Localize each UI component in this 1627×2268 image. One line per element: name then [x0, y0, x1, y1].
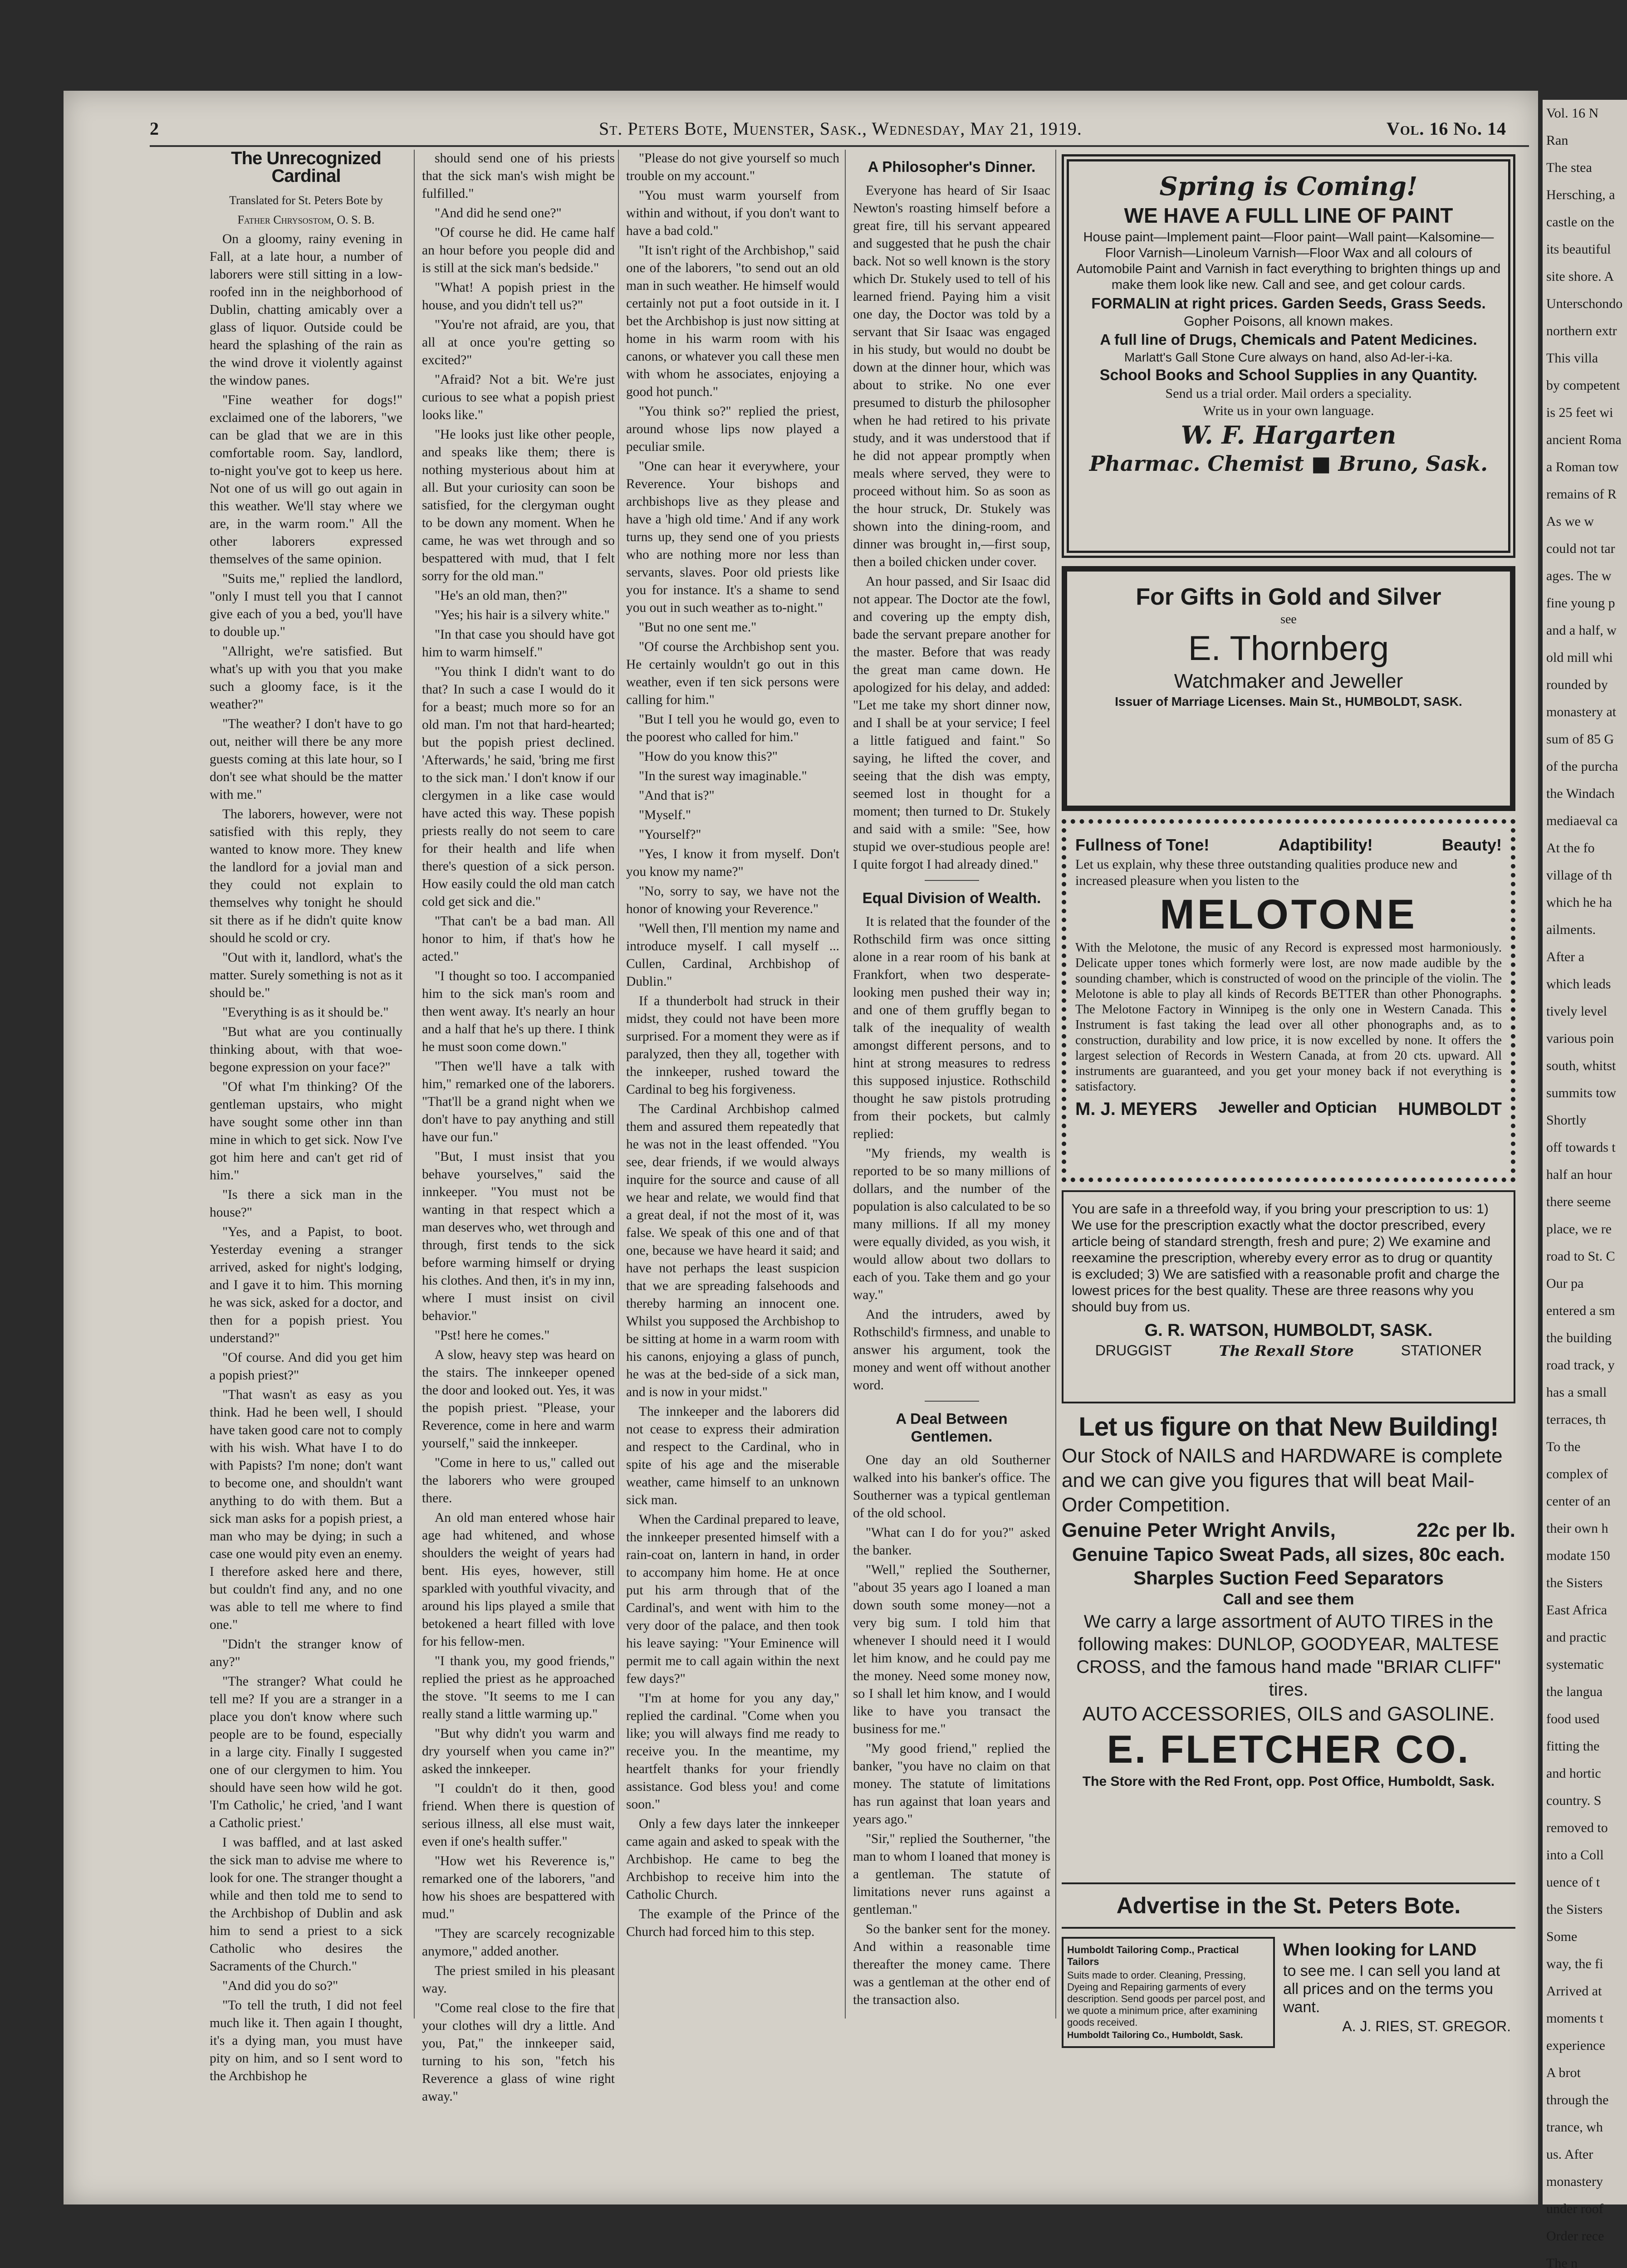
paragraph: should send one of his priests that the sick man's wish might be fulfilled." [422, 151, 615, 201]
edge-text-line: ancient Roma [1546, 432, 1622, 447]
article-body [210, 230, 402, 2085]
paragraph: "My good friend," replied the banker, "you have no claim on that money. The statute of limitations has run against that loan years and years ago." [853, 1741, 1050, 1827]
edge-text-line: off towards t [1546, 1140, 1616, 1155]
paragraph: The priest smiled in his pleasant way. [422, 1964, 615, 1996]
paragraph: "Sir," replied the Southerner, "the man to whom I loaned that money is a gentleman. The statute of limitations never runs against a gentleman." [853, 1832, 1050, 1917]
edge-text-line: As we w [1546, 514, 1594, 529]
edge-text-line: Arrived at [1546, 1984, 1602, 1999]
edge-text-line: food used [1546, 1711, 1600, 1726]
edge-text-line: summits tow [1546, 1085, 1617, 1100]
paragraph: "How wet his Reverence is," remarked one of the laborers, "and how his shoes are bespattered with mud." [422, 1854, 615, 1921]
ad-line: AUTO ACCESSORIES, OILS and GASOLINE. [1082, 1703, 1495, 1725]
paragraph: "Come in here to us," called out the laborers who were grouped there. [422, 1456, 615, 1505]
edge-text-line: Order rece [1546, 2229, 1604, 2244]
ad-line: to see me. I can sell you land at all prices and on the terms you want. [1283, 1962, 1500, 2016]
paragraph: "I couldn't do it then, good friend. When there is question of serious illness, all else must wait, even if one's health suffer." [422, 1781, 615, 1849]
edge-text-line: into a Coll [1546, 1848, 1604, 1862]
paragraph: The laborers, however, were not satisfied with this reply, they wanted to know more. They knew the landlord for a jovial man and they could not explain to themselves why tonight he should sit there as if he didn't quite know should he scold or cry. [210, 807, 402, 945]
paragraph: "But what are you continually thinking about, with that woe-begone expression on your face?" [210, 1025, 402, 1075]
ad-bottom-row [1062, 1937, 1515, 2056]
ad-headline: For Gifts in Gold and Silver [1136, 584, 1441, 610]
paragraph: "You think so?" replied the priest, around whose lips now played a peculiar smile. [626, 404, 839, 454]
paragraph: "In the surest way imaginable." [639, 769, 807, 783]
byline-author: Father Chrysostom, O. S. B. [237, 213, 375, 226]
ad-line: Gopher Poisons, all known makes. [1184, 314, 1393, 329]
ad-merchant-name: E. Thornberg [1188, 629, 1389, 668]
edge-text-line: terraces, th [1546, 1412, 1606, 1427]
paragraph: "Myself." [639, 808, 691, 822]
paragraph: "I thought so too. I accompanied him to the sick man's room and then went away. It's nearly an hour and a half that he's up there. I think he must soon come down." [422, 969, 615, 1054]
edge-text-line: and a half, w [1546, 623, 1617, 638]
edge-text-line: Our pa [1546, 1276, 1584, 1291]
edge-text-line: fine young p [1546, 596, 1615, 611]
paragraph: "It isn't right of the Archbishop," said one of the laborers, "to send out an old man in such weather. He himself would certainly not put a foot outside in it. I bet the Archbishop is just now sitting at home in his warm room with his canons, or whatever you call these men with whom he associates, enjoying a good hot punch." [626, 243, 839, 399]
edge-text-line: Ran [1546, 133, 1568, 148]
ad-thornberg [1062, 566, 1515, 811]
paragraph: "Yes, and a Papist, to boot. Yesterday evening a stranger arrived, asked for night's lodging, and I gave it to him. This morning he was sick, asked for a doctor, and then for a popish priest. You understand?" [210, 1225, 402, 1345]
edge-text-line: Some [1546, 1929, 1578, 1944]
paragraph: "And that is?" [639, 788, 715, 803]
article-body [853, 182, 1050, 874]
edge-text-line: moments t [1546, 2011, 1603, 2026]
paragraph: When the Cardinal prepared to leave, the innkeeper presented himself with a rain-coat on, lantern in hand, in order to accompany him home. He at once put his arm through that of the Cardinal's, and went with him to the very door of the palace, and then took his leave saying: "Your Eminence will permit me to call again within the next few days?" [626, 1512, 839, 1686]
paragraph: "But I tell you he would go, even to the poorest who called for him." [626, 712, 839, 744]
column-rule [1055, 150, 1056, 2019]
edge-text-line: which he ha [1546, 895, 1612, 910]
ad-line: Suits made to order. Cleaning, Pressing, Dyeing and Repairing garments of every description. Send goods per parcel post, and we quote a minimum price, after examining goods received. [1067, 1970, 1265, 2028]
paragraph: I was baffled, and at last asked the sick man to advise me where to look for one. The stranger thought a while and then told me to send to the Archbishop of Dublin and ask him to send a priest to a sick Catholic who desires the Sacraments of the Church." [210, 1835, 402, 1974]
ad-line: HUMBOLDT [1398, 1099, 1502, 1119]
paragraph: The example of the Prince of the Church had forced him to this step. [626, 1907, 839, 1939]
edge-text-line: the building [1546, 1330, 1612, 1345]
advertisements-column [1062, 154, 1515, 2056]
ad-line: Send us a trial order. Mail orders a speciality. [1165, 386, 1412, 401]
ad-line: 22c per lb. [1416, 1519, 1515, 1541]
article-body [853, 1452, 1050, 2009]
edge-text-line: road to St. C [1546, 1249, 1615, 1264]
column-2 [422, 150, 615, 2104]
paragraph: "What can I do for you?" asked the banker. [853, 1525, 1050, 1558]
edge-text-line: A brot [1546, 2065, 1581, 2080]
edge-text-line: At the fo [1546, 841, 1595, 855]
paragraph: On a gloomy, rainy evening in Fall, at a late hour, a number of laborers were still sitting in a low-roofed inn in the neighborhood of Dublin, chatting amicably over a glass of liquor. Outside could be heard the splashing of the rain as the wind drove it violently against the window panes. [210, 232, 402, 388]
ad-line: Issuer of Marriage Licenses. Main St., HUMBOLDT, SASK. [1115, 694, 1462, 709]
edge-text-line: village of th [1546, 868, 1612, 883]
article-title-cardinal: The Unrecognized Cardinal [231, 148, 381, 186]
edge-text-line: of the purcha [1546, 759, 1618, 774]
paragraph: A slow, heavy step was heard on the stairs. The innkeeper opened the door and looked out. Yes, it was the popish priest. "Please, your Reverence, come in here and warm yourself," said the innkeeper. [422, 1348, 615, 1451]
adjacent-page-edge [1543, 100, 1627, 2268]
edge-text-line: rounded by [1546, 677, 1608, 692]
article-title-wealth: Equal Division of Wealth. [862, 890, 1041, 906]
ad-line: see [1280, 612, 1297, 626]
edge-text-line: center of an [1546, 1494, 1611, 1509]
ad-headline: When looking for LAND [1283, 1941, 1477, 1960]
byline: Translated for St. Peters Bote by [229, 194, 383, 207]
paragraph: "Well then, I'll mention my name and introduce myself. I call myself ... Cullen, Cardinal, Archbishop of Dublin." [626, 921, 839, 989]
ad-headline: Spring is Coming! [1159, 171, 1418, 201]
paragraph: "Then we'll have a talk with him," remarked one of the laborers. "That'll be a grand night when we don't have to pay anything and still have our fun." [422, 1059, 615, 1144]
paragraph: "Fine weather for dogs!" exclaimed one of the laborers, "we can be glad that we are in this comfortable room. Say, landlord, to-night you've got to keep us here. Not one of us will go out again in this weather. We'll stay where we are, in the warm room." All the other laborers expressed themselves of the same opinion. [210, 393, 402, 567]
paragraph: "Of what I'm thinking? Of the gentleman upstairs, who might have sought some other inn than mine in which to get sick. Now I've got him here and can't get rid of him." [210, 1080, 402, 1183]
paragraph: "The stranger? What could he tell me? If you are a stranger in a place you don't know where such people are to be found, especially in a large city. Finally I suggested one of our clergymen to him. You should have seen how wild he got. 'I'm Catholic,' he cried, 'and I want a Catholic priest.' [210, 1674, 402, 1830]
ad-line: STATIONER [1401, 1342, 1482, 1359]
ad-line: A full line of Drugs, Chemicals and Patent Medicines. [1100, 331, 1477, 348]
edge-text-line: mediaeval ca [1546, 813, 1618, 828]
edge-text-line: modate 150 [1546, 1548, 1610, 1563]
ad-line: Fullness of Tone! [1075, 836, 1210, 854]
paragraph: "That can't be a bad man. All honor to him, if that's how he acted." [422, 914, 615, 964]
article-title-gentlemen: A Deal Between Gentlemen. [896, 1410, 1008, 1445]
paper-dateline: St. Peters Bote, Muenster, Sask., Wednesday, May 21, 1919. [599, 118, 1082, 139]
edge-text-line: East Africa [1546, 1603, 1607, 1618]
ad-tagline: Pharmac. Chemist ■ Bruno, Sask. [1089, 451, 1488, 476]
ad-line: Marlatt's Gall Stone Cure always on hand, also Ad-ler-i-ka. [1124, 350, 1453, 364]
edge-text-line: us. After [1546, 2147, 1593, 2162]
edge-text-line: the langua [1546, 1684, 1603, 1699]
ad-line: Humboldt Tailoring Comp., Practical Tailors [1067, 1944, 1239, 1967]
paragraph: "Didn't the stranger know of any?" [210, 1637, 402, 1669]
paragraph: "Of course. And did you get him a popish priest?" [210, 1350, 402, 1383]
column-4 [853, 150, 1050, 2009]
paragraph: "You must warm yourself from within and without, if you don't want to have a bad cold." [626, 188, 839, 238]
ad-line: School Books and School Supplies in any Quantity. [1099, 367, 1478, 384]
edge-text-line: which leads [1546, 977, 1611, 992]
paragraph: So the banker sent for the money. And within a reasonable time thereafter the money came. There was a gentleman at the other end of the transaction also. [853, 1922, 1050, 2007]
article-body [853, 913, 1050, 1394]
ad-line: Sharples Suction Feed Separators [1133, 1567, 1444, 1589]
edge-text-line: castle on the [1546, 215, 1614, 230]
ad-line: Beauty! [1441, 836, 1502, 854]
paragraph: "But no one sent me." [639, 620, 757, 635]
paragraph: "Is there a sick man in the house?" [210, 1188, 402, 1220]
edge-text-line: through the [1546, 2092, 1609, 2107]
paragraph: "The weather? I don't have to go out, neither will there be any more guests coming at this late hour, so I don't see what should be the matter with me." [210, 717, 402, 802]
ad-line: Jeweller and Optician [1218, 1099, 1377, 1116]
edge-text-line: sum of 85 G [1546, 732, 1614, 747]
paragraph: The innkeeper and the laborers did not cease to express their admiration and respect to the Cardinal, who in spite of his age and the miserable weather, came himself to an unknown sick man. [626, 1404, 839, 1507]
ad-merchant-name: W. F. Hargarten [1181, 420, 1397, 450]
paragraph: "You're not afraid, are you, that all at once you're getting so excited?" [422, 318, 615, 367]
edge-text-line: The n [1546, 2256, 1578, 2268]
article-body [626, 150, 839, 1941]
edge-text-line: south, whitst [1546, 1058, 1616, 1073]
edge-text-line: After a [1546, 949, 1585, 964]
ad-line: We carry a large assortment of AUTO TIRES in the following makes: DUNLOP, GOODYEAR, MALTESE CROSS, and the famous hand made "BRIAR CLIFF" tires. [1076, 1612, 1501, 1700]
edge-text-line: northern extr [1546, 323, 1617, 338]
edge-text-line: entered a sm [1546, 1303, 1615, 1318]
edge-text-line: place, we re [1546, 1222, 1612, 1237]
paragraph: Only a few days later the innkeeper came again and asked to speak with the Archbishop. He came to beg the Archbishop to receive him into the Catholic Church. [626, 1817, 839, 1902]
ad-line: Genuine Tapico Sweat Pads, all sizes, 80c each. [1072, 1544, 1505, 1565]
edge-text-line: To the [1546, 1439, 1581, 1454]
edge-text-line: old mill whi [1546, 650, 1613, 665]
edge-text-line: road track, y [1546, 1358, 1615, 1373]
edge-text-line: half an hour [1546, 1167, 1612, 1182]
ad-line: With the Melotone, the music of any Record is expressed most harmoniously. Delicate upper tones which formerly were lost, are now made audible by the sounding chamber, which is constructed of wood on the principle of the violin. The Melotone is able to play all kinds of Records BETTER than other Phonographs. The Melotone Factory in Winnipeg is the only one in Western Canada. This Instrument is fast taking the lead over all other phonographs and, as to construction, durability and low price, it is now excelled by none. It offers the largest selection of Records in Western Canada, at from 20 cts. upward. All instruments are guaranteed, and you get your money back if not everything is satisfactory. [1075, 941, 1502, 1094]
edge-text-line: uence of t [1546, 1875, 1600, 1890]
edge-text-line: the Sisters [1546, 1902, 1603, 1917]
column-3 [626, 150, 839, 2009]
ad-merchant-name: A. J. RIES, ST. GREGOR. [1342, 2018, 1511, 2034]
ad-line: Watchmaker and Jeweller [1174, 670, 1403, 692]
ad-advertise [1062, 1882, 1515, 1929]
paragraph: "Suits me," replied the landlord, "only I must tell you that I cannot give each of you a bed, you'll have to double up." [210, 572, 402, 639]
edge-text-line: has a small [1546, 1385, 1607, 1400]
paragraph: And the intruders, awed by Rothschild's firmness, and unable to answer his argument, took the money and went off without another word. [853, 1307, 1050, 1393]
ad-ries [1281, 1937, 1513, 2048]
paragraph: "What! A popish priest in the house, and you didn't tell us?" [422, 280, 615, 313]
edge-text-line: and practic [1546, 1630, 1607, 1645]
edge-text-line: fitting the [1546, 1739, 1600, 1754]
paragraph: "Of course he did. He came half an hour before you people did and is still at the sick man's bedside." [422, 225, 615, 275]
paragraph: "You think I didn't want to do that? In such a case I would do it for a beast; much more so for an old man. I'm not that hard-hearted; but the popish priest declined. 'Afterwards,' he said, 'bring me first to the sick man.' I don't know if our clergymen in a like case would have acted this way. These popish priests really do not seem to care for their health and life when there's question of a sick person. How easily could the old man catch cold get sick and die." [422, 665, 615, 909]
paragraph: "How do you know this?" [639, 749, 778, 764]
volume-number: Vol. 16 No. 14 [1386, 118, 1506, 139]
paragraph: "Everything is as it should be." [222, 1005, 389, 1020]
edge-text-line: its beautiful [1546, 242, 1611, 257]
paragraph: "I'm at home for you any day," replied the cardinal. "Come when you like; you will always find me ready to receive you. In the meantime, my heartfelt thanks for your friendly assistance. God bless you! and come soon." [626, 1691, 839, 1812]
ad-line: FORMALIN at right prices. Garden Seeds, Grass Seeds. [1091, 295, 1486, 312]
article-body [422, 150, 615, 2106]
edge-text-line: the Windach [1546, 786, 1615, 801]
column-rule [845, 150, 846, 2019]
ad-line: DRUGGIST [1095, 1342, 1172, 1359]
masthead [150, 118, 1529, 147]
paragraph: "Of course the Archbishop sent you. He certainly wouldn't go out in this weather, even if ten sick persons were calling for him." [626, 640, 839, 707]
paragraph: "And did he send one?" [435, 206, 562, 220]
paragraph: "He looks just like other people, and speaks like them; there is nothing mysterious about him at all. But your curiosity can soon be satisfied, for the clergyman ought to be down any moment. When he came, he was wet through and so bespattered with mud, that I felt sorry for the old man." [422, 427, 615, 583]
paragraph: "And did you do so?" [222, 1979, 338, 1993]
column-rule [414, 150, 415, 2019]
ad-merchant-name: M. J. MEYERS [1075, 1099, 1197, 1119]
ad-melotone [1062, 819, 1515, 1182]
edge-text-line: and hortic [1546, 1766, 1601, 1781]
ad-line: Write us in your own language. [1203, 403, 1374, 418]
paragraph: If a thunderbolt had struck in their midst, they could not have been more surprised. For a moment they were as if paralyzed, then they all, together with the innkeeper, rushed toward the Cardinal to beg his forgiveness. [626, 994, 839, 1097]
page-number: 2 [150, 118, 159, 139]
paragraph: "I thank you, my good friends," replied the priest as he approached the stove. "It seems to me I can really stand a little warming up." [422, 1654, 615, 1721]
divider [925, 1401, 979, 1402]
paragraph: "He's an old man, then?" [435, 588, 568, 603]
paragraph: "Yes, I know it from myself. Don't you know my name?" [626, 847, 839, 879]
paragraph: An old man entered whose hair age had whitened, and whose shoulders the weight of years had bent. His eyes, however, still sparkled with youthful vivacity, and around his lips played a smile that betokened a heart filled with love for his fellow-men. [422, 1510, 615, 1649]
paragraph: "Allright, we're satisfied. But what's up with you that you make such a gloomy face, is it the weather?" [210, 644, 402, 712]
ad-line: You are safe in a threefold way, if you bring your prescription to us: 1) We use for the prescription exactly what the doctor prescribed, every article being of standard strength, fresh and pure; 2) We examine and reexamine the prescription, whereby every error as to drug or quantity is excluded; 3) We are satisfied with a reasonable profit and charge the lowest prices for the best quality. These are three reasons why you should buy from us. [1072, 1202, 1500, 1315]
edge-text-line: Hersching, a [1546, 187, 1615, 202]
ad-fletcher [1062, 1412, 1515, 1874]
edge-text-line: monastery at [1546, 704, 1617, 719]
ad-line: Our Stock of NAILS and HARDWARE is complete and we can give you figures that will beat Mail-Order Competition. [1062, 1445, 1503, 1516]
edge-text-line: various poin [1546, 1031, 1614, 1046]
ad-watson [1062, 1190, 1515, 1403]
edge-text-line: is 25 feet wi [1546, 405, 1613, 420]
edge-text-line: complex of [1546, 1466, 1608, 1481]
paragraph: "Yourself?" [639, 827, 701, 842]
ad-line: Call and see them [1223, 1591, 1354, 1608]
edge-text-line: ages. The w [1546, 568, 1612, 583]
edge-text-line: their own h [1546, 1521, 1608, 1536]
edge-text-line: trance, wh [1546, 2120, 1603, 2135]
ad-line: WE HAVE A FULL LINE OF PAINT [1124, 204, 1453, 227]
ad-line: Humboldt Tailoring Co., Humboldt, Sask. [1067, 2030, 1243, 2040]
edge-text-line: way, the fi [1546, 1956, 1603, 1971]
article-title-philosopher: A Philosopher's Dinner. [867, 158, 1036, 175]
paragraph: "They are scarcely recognizable anymore," added another. [422, 1926, 615, 1959]
edge-text-line: the Sisters [1546, 1575, 1603, 1590]
paragraph: "Yes; his hair is a silvery white." [435, 608, 610, 622]
column-rule [618, 150, 619, 2019]
edge-text-line: tively level [1546, 1004, 1607, 1019]
paragraph: "But why didn't you warm and dry yourself when you came in?" asked the innkeeper. [422, 1726, 615, 1776]
rexall-logo: The Rexall Store [1219, 1342, 1354, 1359]
edge-text-line: site shore. A [1546, 269, 1614, 284]
paragraph: "Please do not give yourself so much trouble on my account." [626, 151, 839, 183]
edge-text-line: The stea [1546, 160, 1592, 175]
edge-text-line: ailments. [1546, 922, 1596, 937]
ad-line: Genuine Peter Wright Anvils, [1062, 1519, 1336, 1541]
paragraph: "Well," replied the Southerner, "about 35 years ago I loaned a man down south some money—not a very big sum. I told him that whenever I should need it I would let him know, and he could pay me the money. Need some money now, so I shall let him know, and I would like to have you transact the business for me." [853, 1563, 1050, 1736]
ad-tailoring [1062, 1937, 1275, 2048]
ad-merchant-name: G. R. WATSON, [1144, 1321, 1269, 1340]
paragraph: "That wasn't as easy as you think. Had he been well, I should have taken good care not to comply with his wish. What have I to do with Papists? I'm none; don't want to become one, and shouldn't want anything to do with them. But a sick man asks for a popish priest, a man who may be dying; in such a case one would pity even an enemy. I therefore asked here and there, but couldn't find any, and no one was able to tell me where to find one." [210, 1388, 402, 1632]
paragraph: One day an old Southerner walked into his banker's office. The Southerner was a typical gentleman of the old school. [853, 1453, 1050, 1520]
edge-text-line: systematic [1546, 1657, 1604, 1672]
paragraph: "Afraid? Not a bit. We're just curious to see what a popish priest looks like." [422, 372, 615, 422]
paragraph: It is related that the founder of the Rothschild firm was once sitting alone in a rear room of his bank at Frankfort, when two desperate-looking men pushed their way in; and one of them gruffly began to talk of the inequality of wealth amongst different persons, and to hint at strong measures to redress this supposed injustice. Rothschild thought he saw pistols protruding from their pockets, but calmly replied: [853, 914, 1050, 1141]
ad-line: Adaptibility! [1278, 836, 1373, 854]
edge-text-line: monastery [1546, 2174, 1603, 2189]
edge-text-line: under roof [1546, 2201, 1603, 2216]
paragraph: The Cardinal Archbishop calmed them and assured them repeatedly that he was not in the least offended. "You see, dear friends, if we would always inquire for the source and cause of all we hear and relate, we would find that a great deal, if not the most of it, was false. We speak of this one and of that one, because we have heard it said; and have not perhaps the least suspicion that we are spreading falsehoods and thereby harming an innocent one. Whilst you supposed the Archbishop to be sitting at home in a warm room with his canons, enjoying a glass of punch, he was at the bed-side of a sick man, and is now in your midst." [626, 1102, 839, 1399]
edge-text-line: remains of R [1546, 487, 1617, 502]
edge-text-line: removed to [1546, 1820, 1608, 1835]
paragraph: "Out with it, landlord, what's the matter. Surely something is not as it should be." [210, 950, 402, 1000]
paragraph: An hour passed, and Sir Isaac did not appear. The Doctor ate the fowl, and covering up the empty dish, bade the servant prepare another for the master. Before that was ready the great man came down. He apologized for his delay, and added: "Let me take my short dinner now, and I shall be at your service; I feel a little fatigued and faint." So saying, he lifted the cover, and seeing that the dish was empty, seemed lost in thought for a moment; then turned to Dr. Stukely and said with a smile: "See, how stupid we over-studious people are! I quite forgot I had already dined." [853, 574, 1050, 872]
paragraph: "Pst! here he comes." [435, 1328, 550, 1343]
edge-text-line: Vol. 16 N [1546, 106, 1599, 121]
paragraph: "But, I must insist that you behave yourselves," said the innkeeper. "You must not be wanting in that respect which a man deserves who, wet through and through, first tends to the sick before warming himself or drying his clothes. And then, it's in my inn, where I must insist on civil behavior." [422, 1149, 615, 1323]
ad-hargarten [1062, 154, 1515, 558]
edge-text-line: by competent [1546, 378, 1620, 393]
ad-line: Let us explain, why these three outstanding qualities produce new and increased pleasure when you listen to the [1075, 857, 1458, 888]
ad-headline: Advertise in the St. Peters Bote. [1116, 1893, 1461, 1918]
edge-text-line: could not tar [1546, 541, 1615, 556]
ad-line: HUMBOLDT, SASK. [1273, 1321, 1433, 1340]
edge-text-line: country. S [1546, 1793, 1602, 1808]
paragraph: "No, sorry to say, we have not the honor of knowing your Reverence." [626, 884, 839, 916]
ad-line: House paint—Implement paint—Floor paint—Wall paint—Kalsomine—Floor Varnish—Linoleum Varnish—Floor Wax and all colours of Automobile Paint and Varnish in fact everything to brighten things up and make them look like new. Call and see, and get colour cards. [1076, 230, 1501, 292]
paragraph: "To tell the truth, I did not feel much like it. Then again I thought, it's a dying man, you must have pity on him, and so I sent word to the Archbishop he [210, 1998, 402, 2083]
ad-merchant-name: E. FLETCHER CO. [1107, 1728, 1470, 1771]
paragraph: "My friends, my wealth is reported to be so many millions of dollars, and the number of the population is also calculated to be so many millions. If all my money were equally divided, as you wish, it would allow about two dollars to each of you. Take them and go your way." [853, 1146, 1050, 1302]
edge-text-line: a Roman tow [1546, 459, 1619, 474]
column-1 [210, 148, 402, 2083]
divider [925, 880, 979, 881]
ad-headline: Let us figure on that New Building! [1078, 1412, 1499, 1442]
edge-text-line: This villa [1546, 351, 1598, 366]
edge-text-line: Shortly [1546, 1113, 1587, 1128]
paragraph: "Come real close to the fire that your clothes will dry a little. And you, Pat," the innkeeper said, turning to his son, "fetch his Reverence a glass of wine right away." [422, 2001, 615, 2104]
edge-text-line: experience [1546, 2038, 1605, 2053]
ad-line: The Store with the Red Front, opp. Post Office, Humboldt, Sask. [1082, 1774, 1495, 1789]
ad-product-name: MELOTONE [1160, 891, 1417, 938]
edge-text-line: there seeme [1546, 1194, 1611, 1209]
edge-text-line: Unterschondo [1546, 296, 1623, 311]
paragraph: "In that case you should have got him to warm himself." [422, 627, 615, 660]
paragraph: "One can hear it everywhere, your Reverence. Your bishops and archbishops live as they please and have a 'high old time.' And if any work turns up, they send one of you priests who are nothing more nor less than servants, slaves. Poor old priests like you for instance. It's a shame to send you out in such weather as to-night." [626, 459, 839, 615]
paragraph: Everyone has heard of Sir Isaac Newton's roasting himself before a great fire, till his servant appeared and suggested that he push the chair back. Not so well known is the story which Dr. Stukely used to tell of his learned friend. Paying him a visit one day, the Doctor was told by a servant that Sir Isaac was engaged in his study, but would no doubt be down at the dinner hour, which was about to strike. No one ever presumed to disturb the philosopher when he had retired to his private study, and it was understood that if he did not appear promptly when meals where served, they were to proceed without him. So as soon as the hour struck, Dr. Stukely was shown into the dining-room, and dinner was brought in,—first soup, then a boiled chicken under cover. [853, 183, 1050, 569]
